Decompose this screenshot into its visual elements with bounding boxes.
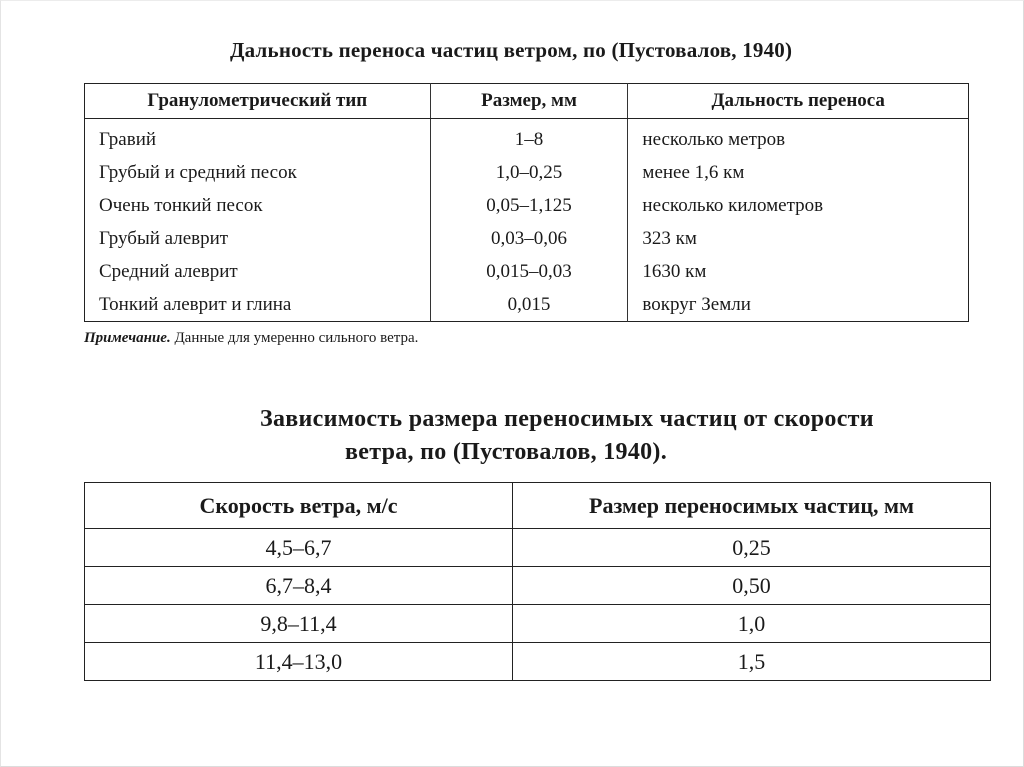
cell-distance: несколько километров [628, 189, 969, 222]
table-row [85, 643, 991, 681]
table1-note [84, 330, 418, 347]
cell-size: 1,0–0,25 [430, 156, 628, 189]
table-row [85, 605, 991, 643]
cell-particle-size: 0,25 [513, 529, 991, 567]
cell-particle-size: 0,50 [513, 567, 991, 605]
cell-distance: 323 км [628, 222, 969, 255]
cell-type: Очень тонкий песок [85, 189, 431, 222]
cell-wind-speed: 9,8–11,4 [85, 605, 513, 643]
note-text: Данные для умеренно сильного ветра. [170, 330, 419, 346]
table2-title-line2: ветра, по (Пустовалов, 1940). [345, 439, 668, 465]
header-wind-speed: Скорость ветра, м/с [85, 483, 513, 529]
table1-title: Дальность переноса частиц ветром, по (Пустовалов, 1940) [230, 38, 793, 62]
cell-size: 0,03–0,06 [430, 222, 628, 255]
cell-distance: несколько метров [628, 119, 969, 157]
cell-size: 1–8 [430, 119, 628, 157]
cell-size: 0,015–0,03 [430, 255, 628, 288]
header-particle-size: Размер переносимых частиц, мм [513, 483, 991, 529]
cell-size: 0,05–1,125 [430, 189, 628, 222]
cell-type: Грубый и средний песок [85, 156, 431, 189]
cell-type: Грубый алеврит [85, 222, 431, 255]
cell-type: Тонкий алеврит и глина [85, 288, 431, 322]
table-row [85, 567, 991, 605]
cell-distance: 1630 км [628, 255, 969, 288]
cell-type: Средний алеврит [85, 255, 431, 288]
cell-particle-size: 1,5 [513, 643, 991, 681]
table-row [85, 288, 969, 322]
cell-wind-speed: 11,4–13,0 [85, 643, 513, 681]
cell-size: 0,015 [430, 288, 628, 322]
header-size: Размер, мм [430, 84, 628, 119]
table-row [85, 222, 969, 255]
header-granulometric-type: Гранулометрический тип [85, 84, 431, 119]
table-row [85, 529, 991, 567]
header-transport-distance: Дальность переноса [628, 84, 969, 119]
cell-particle-size: 1,0 [513, 605, 991, 643]
table-row [85, 119, 969, 157]
cell-type: Гравий [85, 119, 431, 157]
particle-transport-distance-table [84, 83, 969, 322]
cell-distance: менее 1,6 км [628, 156, 969, 189]
table-row [85, 255, 969, 288]
cell-wind-speed: 4,5–6,7 [85, 529, 513, 567]
table-row [85, 189, 969, 222]
table-header-row [85, 84, 969, 119]
table-header-row [85, 483, 991, 529]
cell-distance: вокруг Земли [628, 288, 969, 322]
note-label: Примечание. [84, 330, 171, 346]
table2-title [260, 403, 1000, 469]
cell-wind-speed: 6,7–8,4 [85, 567, 513, 605]
wind-speed-particle-size-table [84, 482, 991, 681]
table2-title-line1: Зависимость размера переносимых частиц от скорости [260, 406, 874, 432]
table-row [85, 156, 969, 189]
